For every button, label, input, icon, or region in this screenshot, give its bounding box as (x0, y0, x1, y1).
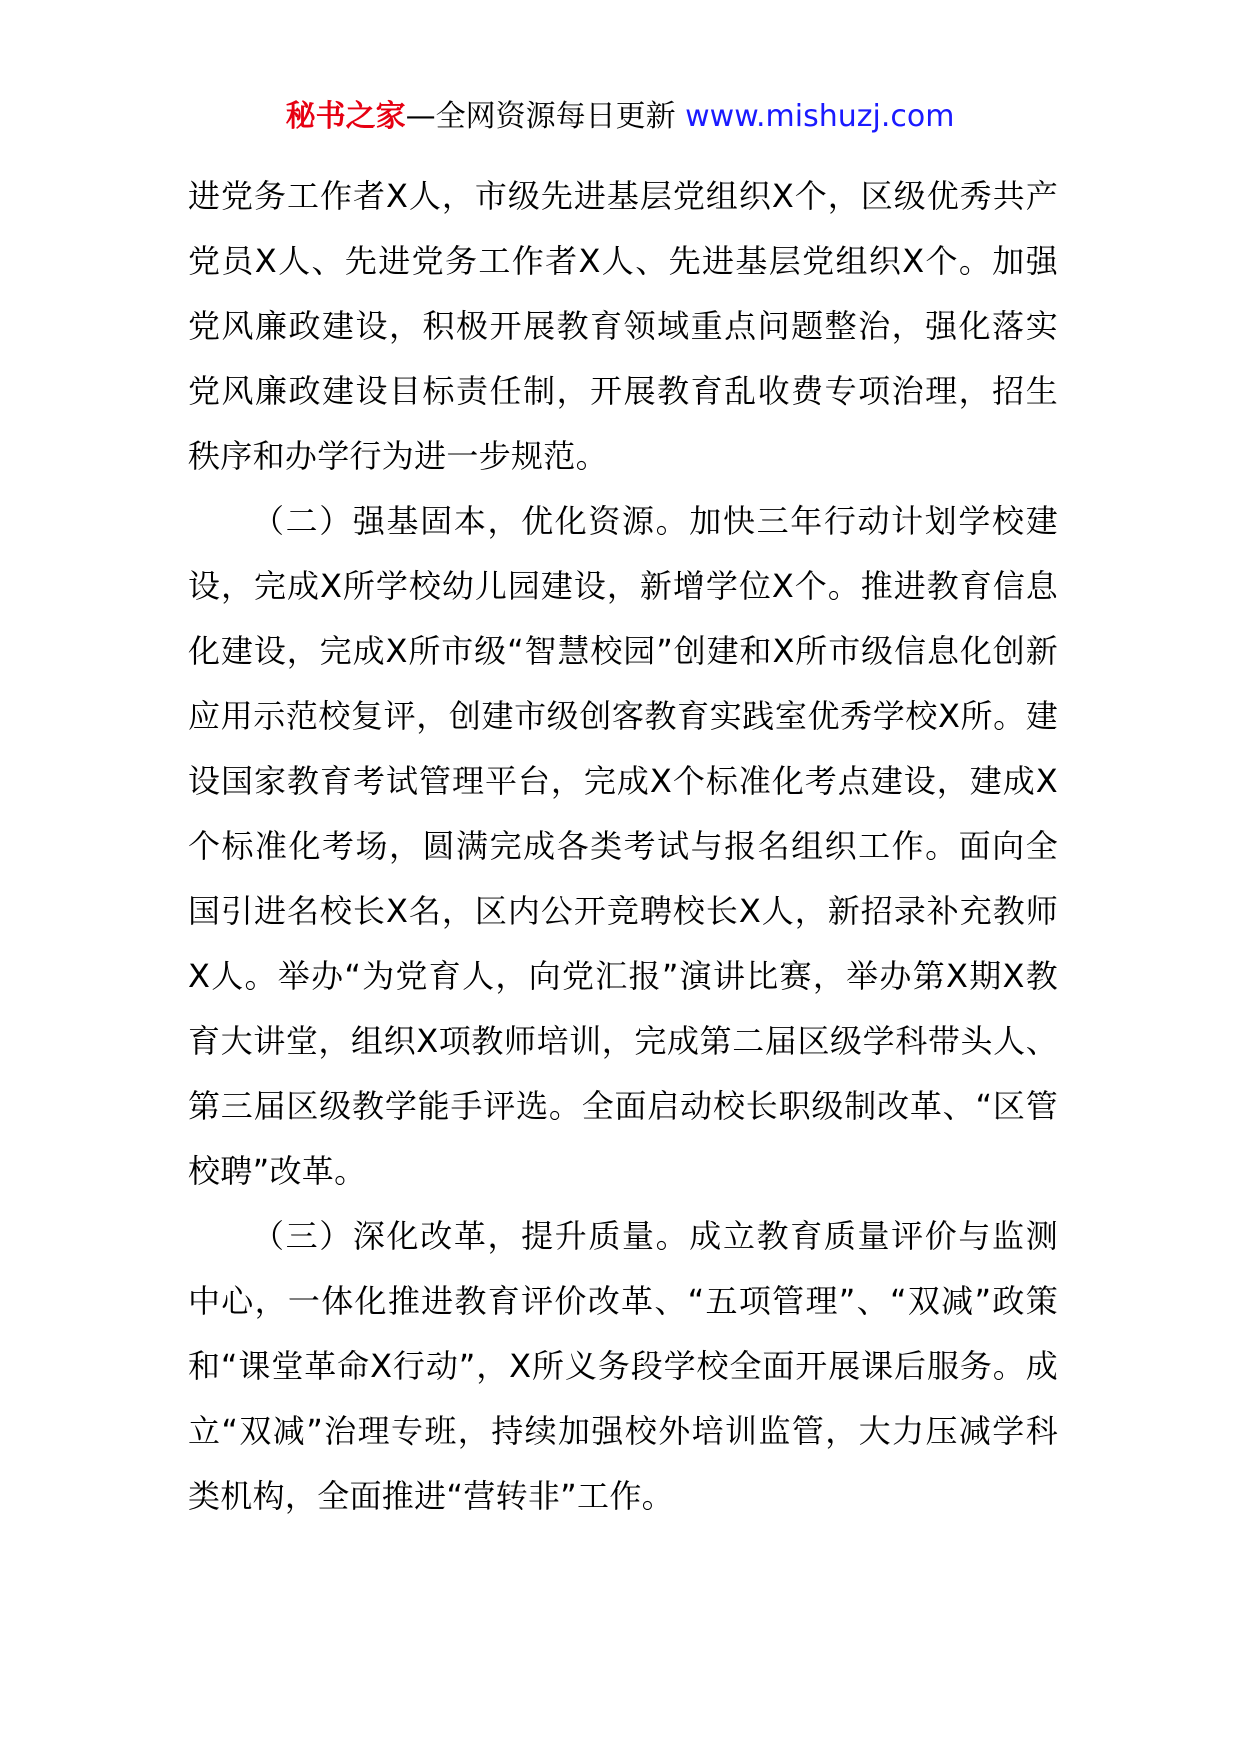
paragraph-continuation: 进党务工作者X人，市级先进基层党组织X个，区级优秀共产党员X人、先进党务工作者X人、先进基层党组织X个。加强党风廉政建设，积极开展教育领域重点问题整治，强化落实党风廉政建设目标责任制，开展教育乱收费专项治理，招生秩序和办学行为进一步规范。 (188, 177, 1058, 475)
paragraph-section-three: （三）深化改革，提升质量。成立教育质量评价与监测中心，一体化推进教育评价改革、“五项管理”、“双减”政策和“课堂革命X行动”，X所义务段学校全面开展课后服务。成立“双减”治理专班，持续加强校外培训监管，大力压减学科类机构，全面推进“营转非”工作。 (188, 1217, 1058, 1515)
header-tagline: —全网资源每日更新 (405, 99, 676, 134)
brand-name: 秘书之家 (285, 99, 406, 134)
document-body (188, 164, 1058, 1529)
paragraph-section-two: （二）强基固本，优化资源。加快三年行动计划学校建设，完成X所学校幼儿园建设，新增学位X个。推进教育信息化建设，完成X所市级“智慧校园”创建和X所市级信息化创新应用示范校复评，创建市级创客教育实践室优秀学校X所。建设国家教育考试管理平台，完成X个标准化考点建设，建成X个标准化考场，圆满完成各类考试与报名组织工作。面向全国引进名校长X名，区内公开竞聘校长X人，新招录补充教师X人。举办“为党育人，向党汇报”演讲比赛，举办第X期X教育大讲堂，组织X项教师培训，完成第二届区级学科带头人、第三届区级教学能手评选。全面启动校长职级制改革、“区管校聘”改革。 (188, 502, 1058, 1190)
website-link[interactable]: www.mishuzj.com (685, 99, 955, 134)
page-header (0, 97, 1240, 137)
